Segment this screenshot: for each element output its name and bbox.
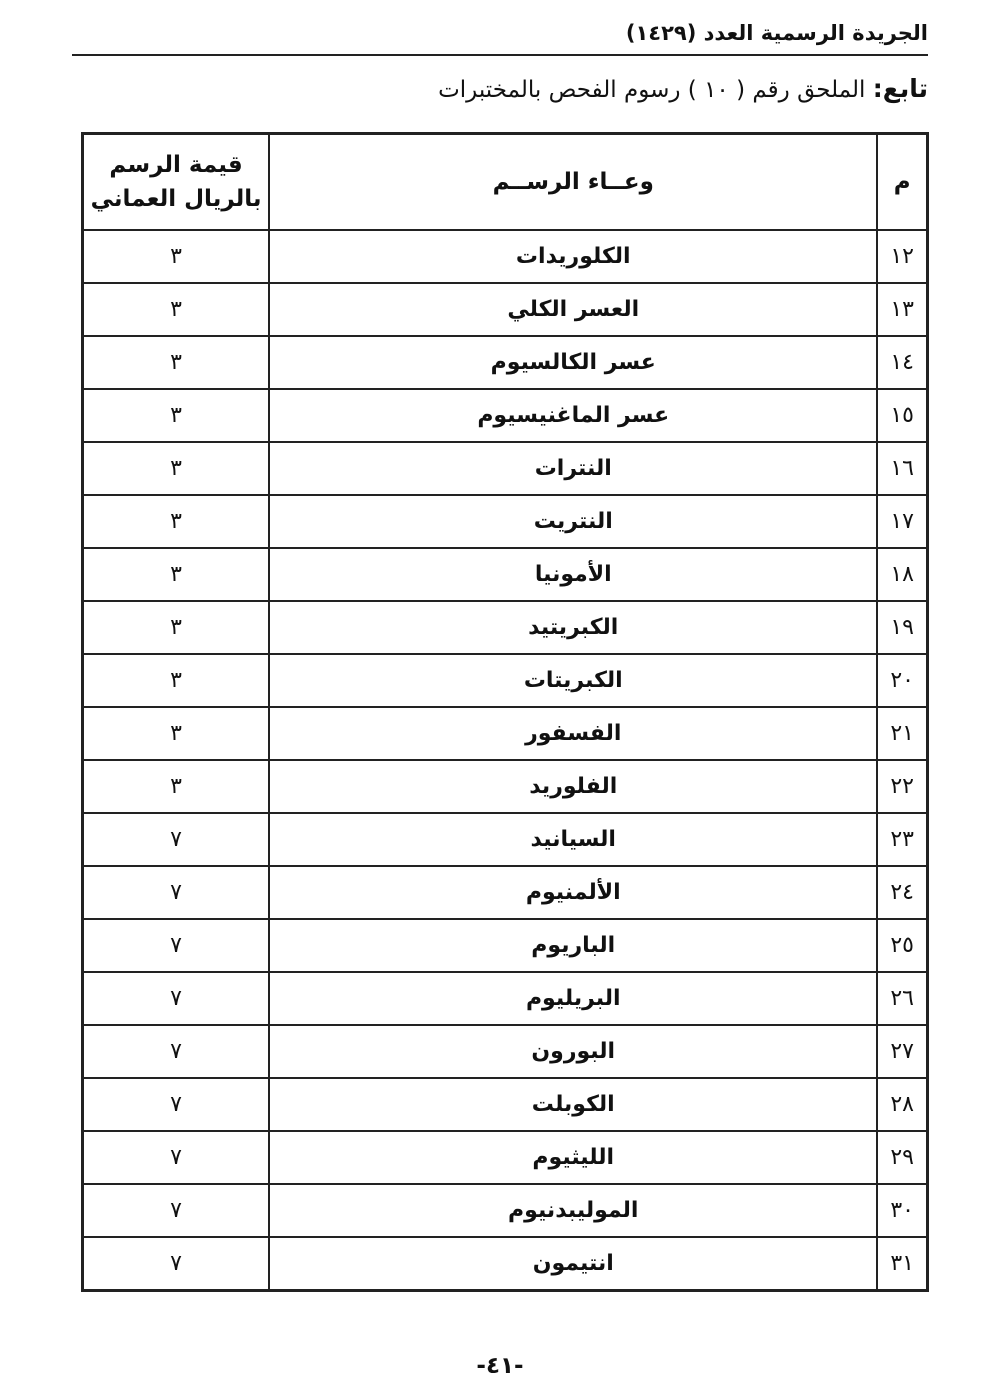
fee-item-cell: انتيمون [269, 1237, 877, 1291]
fee-item-cell: البورون [269, 1025, 877, 1078]
fee-item-cell: النتريت [269, 495, 877, 548]
fee-item-cell: الليثيوم [269, 1131, 877, 1184]
fee-item-cell: الفلوريد [269, 760, 877, 813]
fee-item-cell: الباريوم [269, 919, 877, 972]
table-row [83, 336, 928, 389]
row-number-cell: ٢٤ [877, 866, 927, 919]
row-number-cell: ١٥ [877, 389, 927, 442]
fee-value-cell: ٧ [83, 1184, 270, 1237]
fee-value-cell: ٣ [83, 707, 270, 760]
table-row [83, 1131, 928, 1184]
header-fee-value-line2: بالريال العماني [90, 186, 262, 212]
table-row [83, 1237, 928, 1291]
row-number-cell: ٢٦ [877, 972, 927, 1025]
fee-value-cell: ٣ [83, 442, 270, 495]
fee-item-cell: عسر الماغنيسيوم [269, 389, 877, 442]
row-number-cell: ٢١ [877, 707, 927, 760]
section-title [72, 72, 928, 107]
table-row [83, 707, 928, 760]
table-row [83, 1184, 928, 1237]
fee-value-cell: ٣ [83, 389, 270, 442]
fee-value-cell: ٧ [83, 1237, 270, 1291]
fee-item-cell: السيانيد [269, 813, 877, 866]
row-number-cell: ٢٨ [877, 1078, 927, 1131]
fee-item-cell: الكلوريدات [269, 230, 877, 283]
table-row [83, 283, 928, 336]
row-number-cell: ٢٣ [877, 813, 927, 866]
fee-item-cell: الفسفور [269, 707, 877, 760]
fee-value-cell: ٣ [83, 495, 270, 548]
fee-value-cell: ٣ [83, 230, 270, 283]
fee-value-cell: ٣ [83, 601, 270, 654]
table-row [83, 230, 928, 283]
table-row [83, 1025, 928, 1078]
table-row [83, 760, 928, 813]
fee-value-cell: ٧ [83, 813, 270, 866]
row-number-cell: ١٣ [877, 283, 927, 336]
table-row [83, 972, 928, 1025]
row-number-cell: ١٤ [877, 336, 927, 389]
running-header [72, 18, 928, 56]
table-row [83, 495, 928, 548]
running-header-title: الجريدة الرسمية العدد (١٤٢٩) [625, 21, 928, 45]
row-number-cell: ١٩ [877, 601, 927, 654]
fee-value-cell: ٧ [83, 1078, 270, 1131]
table-row [83, 601, 928, 654]
table-row [83, 813, 928, 866]
fee-item-cell: عسر الكالسيوم [269, 336, 877, 389]
fee-item-cell: النترات [269, 442, 877, 495]
fee-item-cell: الكبريتات [269, 654, 877, 707]
fee-value-cell: ٣ [83, 548, 270, 601]
table-row [83, 919, 928, 972]
table-header-row [83, 134, 928, 231]
row-number-cell: ٢٠ [877, 654, 927, 707]
fee-item-cell: الألمنيوم [269, 866, 877, 919]
row-number-cell: ٢٧ [877, 1025, 927, 1078]
page-number: -٤١- [476, 1353, 524, 1379]
fee-value-cell: ٧ [83, 919, 270, 972]
header-fee-value [83, 134, 270, 231]
table-body [83, 230, 928, 1291]
fee-item-cell: الكوبلت [269, 1078, 877, 1131]
header-number: م [877, 134, 927, 231]
row-number-cell: ١٦ [877, 442, 927, 495]
row-number-cell: ٢٥ [877, 919, 927, 972]
row-number-cell: ١٢ [877, 230, 927, 283]
row-number-cell: ٣١ [877, 1237, 927, 1291]
fee-value-cell: ٧ [83, 972, 270, 1025]
fee-item-cell: الموليبدنيوم [269, 1184, 877, 1237]
fee-value-cell: ٣ [83, 760, 270, 813]
table-row [83, 389, 928, 442]
fee-value-cell: ٧ [83, 1025, 270, 1078]
fee-item-cell: الكبريتيد [269, 601, 877, 654]
row-number-cell: ٢٢ [877, 760, 927, 813]
fee-value-cell: ٣ [83, 654, 270, 707]
fee-item-cell: العسر الكلي [269, 283, 877, 336]
table-row [83, 548, 928, 601]
fee-value-cell: ٧ [83, 1131, 270, 1184]
table-header [83, 134, 928, 231]
row-number-cell: ٢٩ [877, 1131, 927, 1184]
fee-value-cell: ٣ [83, 283, 270, 336]
row-number-cell: ١٧ [877, 495, 927, 548]
fee-value-cell: ٣ [83, 336, 270, 389]
row-number-cell: ١٨ [877, 548, 927, 601]
table-row [83, 654, 928, 707]
header-fee-item: وعــاء الرســم [269, 134, 877, 231]
fee-item-cell: الأمونيا [269, 548, 877, 601]
header-fee-value-line1: قيمة الرسم [109, 152, 243, 178]
section-title-text: الملحق رقم ( ١٠ ) رسوم الفحص بالمختبرات [438, 77, 866, 103]
table-row [83, 866, 928, 919]
table-row [83, 442, 928, 495]
fee-item-cell: البريليوم [269, 972, 877, 1025]
fee-value-cell: ٧ [83, 866, 270, 919]
row-number-cell: ٣٠ [877, 1184, 927, 1237]
lab-fees-table [81, 132, 929, 1292]
section-title-prefix: تابع: [872, 74, 928, 103]
table-row [83, 1078, 928, 1131]
